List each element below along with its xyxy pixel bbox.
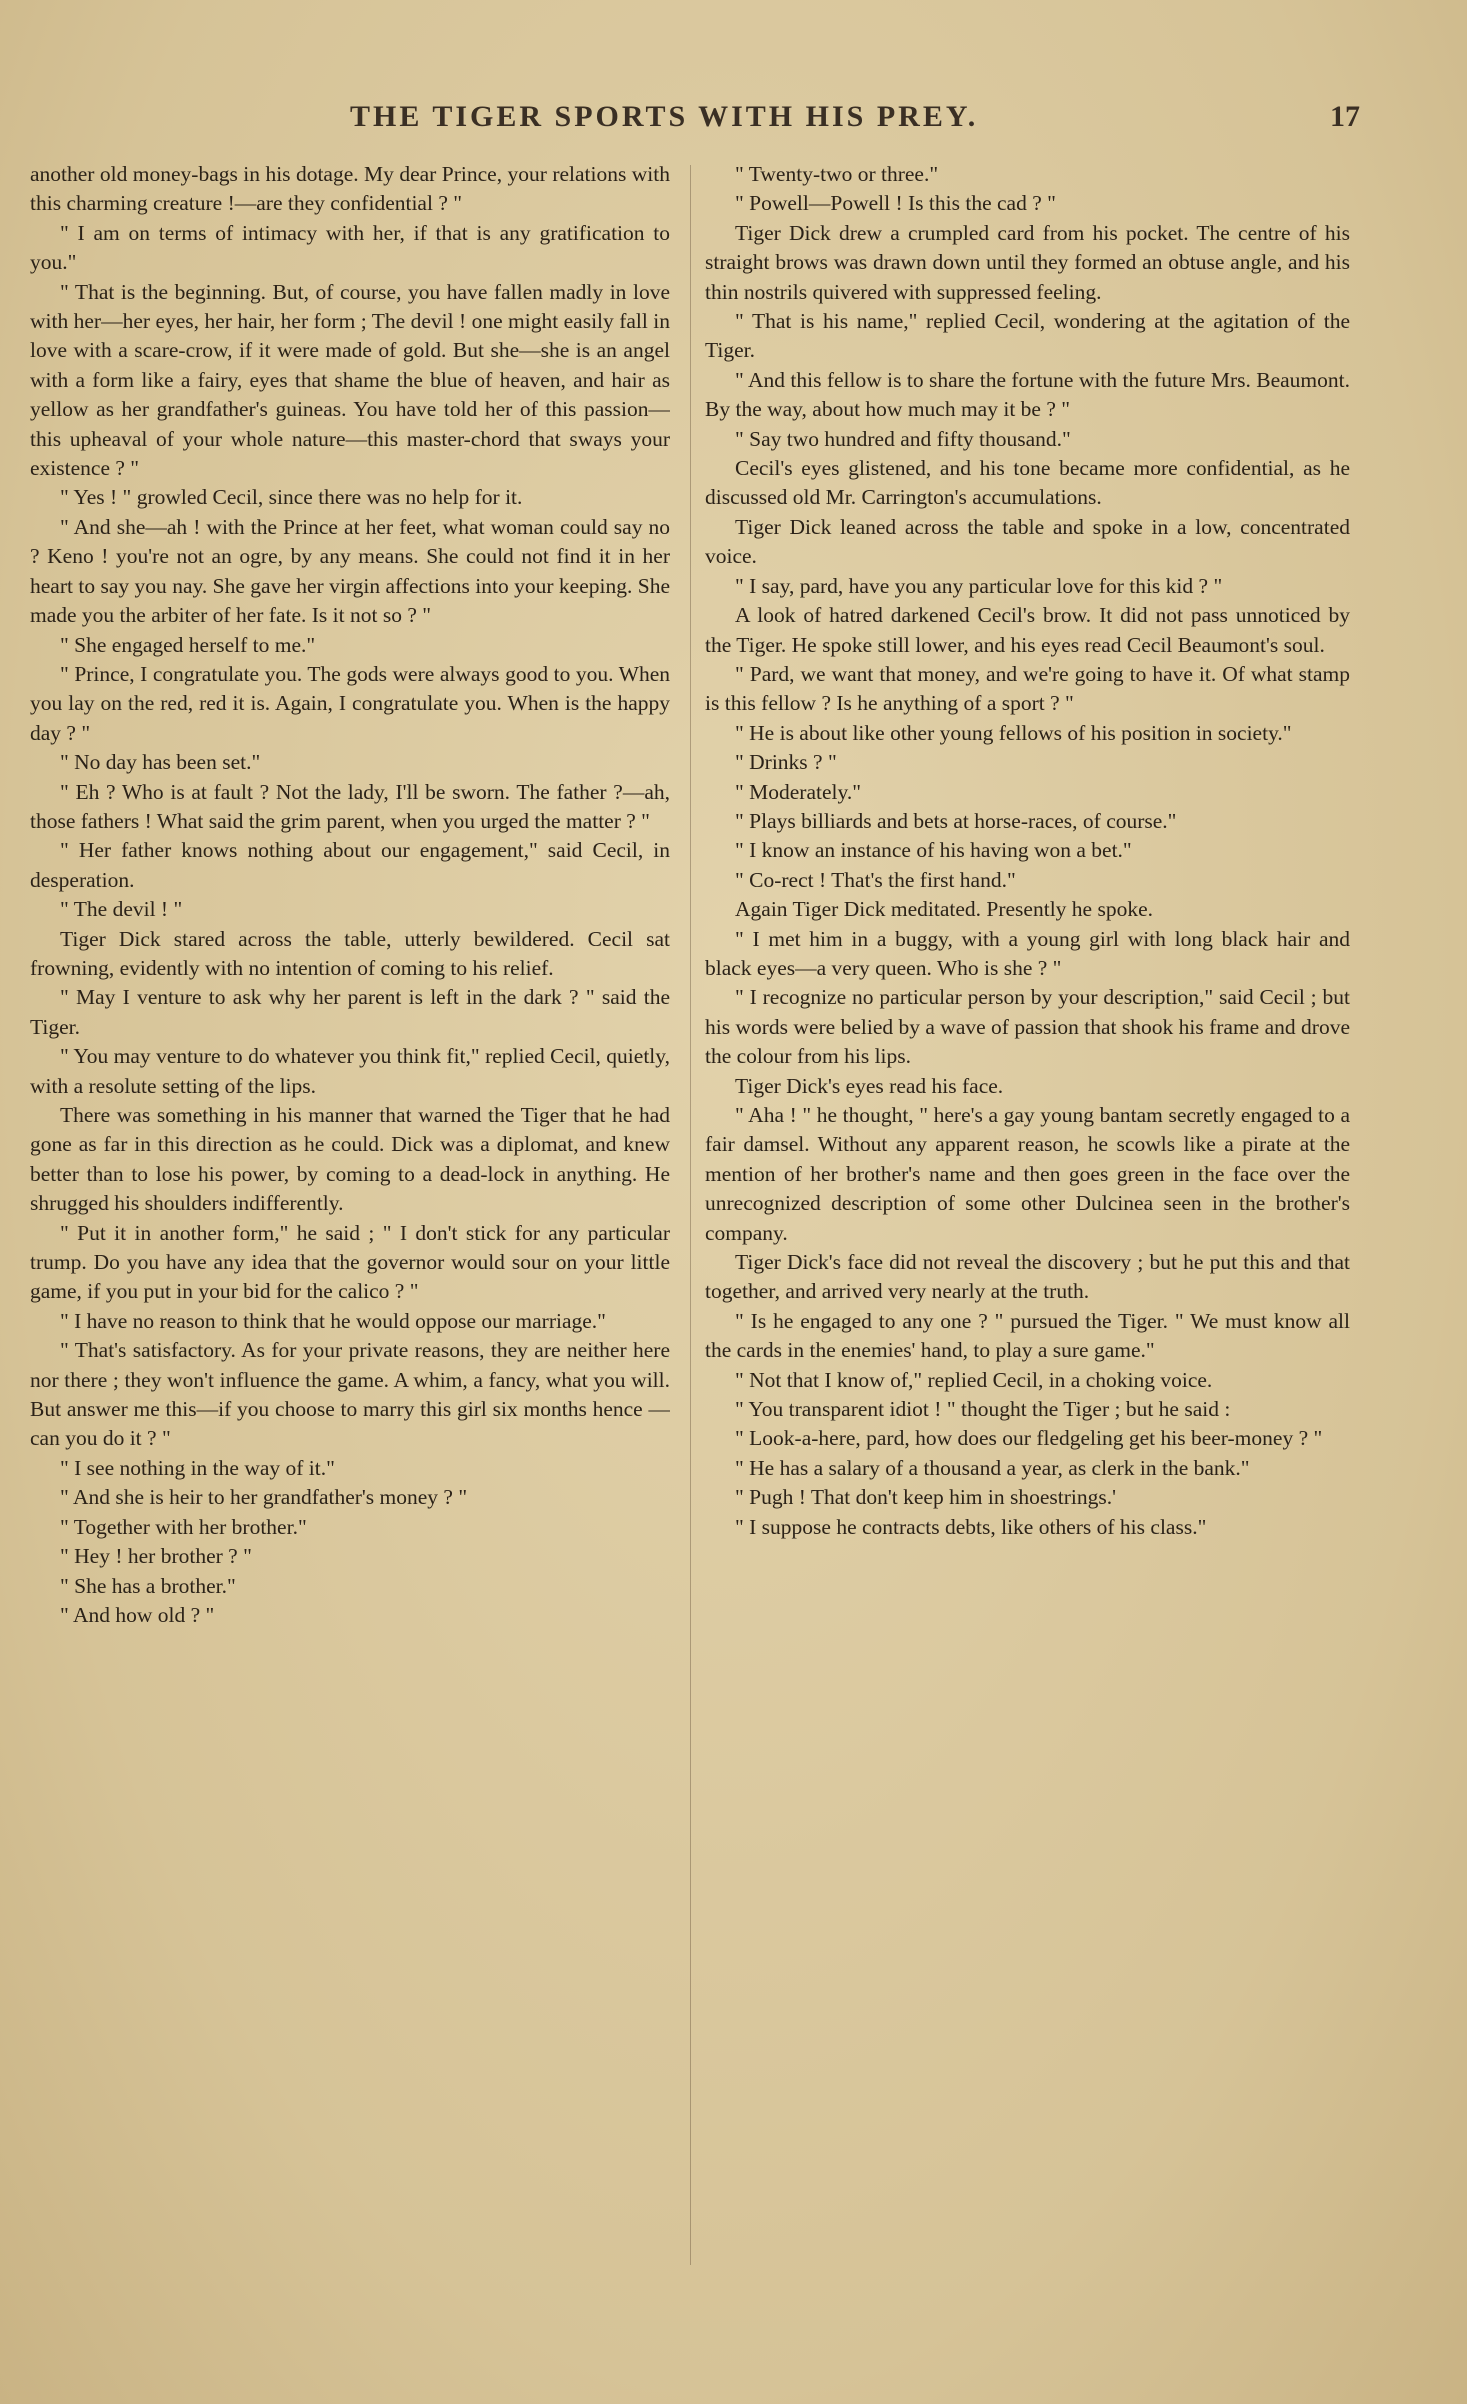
right-column bbox=[705, 160, 1350, 2310]
left-column bbox=[30, 160, 670, 2310]
paragraph: " May I venture to ask why her parent is left in the dark ? " said the Tiger. bbox=[30, 985, 670, 1039]
paragraph: A look of hatred darkened Cecil's brow. It did not pass unnoticed by the Tiger. He spoke still lower, and his eyes read Cecil Beaumont's soul. bbox=[705, 603, 1350, 657]
paragraph: " Plays billiards and bets at horse-races, of course." bbox=[735, 808, 1177, 833]
paragraph: " He has a salary of a thousand a year, as clerk in the bank." bbox=[735, 1455, 1250, 1480]
paragraph: Tiger Dick's face did not reveal the discovery ; but he put this and that together, and arrived very nearly at the truth. bbox=[705, 1250, 1350, 1304]
paragraph: Tiger Dick stared across the table, utterly bewildered. Cecil sat frowning, evidently with no intention of coming to his relief. bbox=[30, 926, 670, 980]
paragraph: " That is his name," replied Cecil, wondering at the agitation of the Tiger. bbox=[705, 309, 1350, 363]
paragraph: " Hey ! her brother ? " bbox=[60, 1544, 252, 1569]
paragraph: " I see nothing in the way of it." bbox=[60, 1455, 335, 1480]
paragraph: " Is he engaged to any one ? " pursued the Tiger. " We must know all the cards in the enemies' hand, to play a sure game." bbox=[705, 1308, 1350, 1363]
paragraph: " You may venture to do whatever you think fit," replied Cecil, quietly, with a resolute setting of the lips. bbox=[30, 1044, 670, 1098]
paragraph: " No day has been set." bbox=[60, 750, 261, 775]
paragraph: Tiger Dick drew a crumpled card from his pocket. The centre of his straight brows was drawn down until they formed an obtuse angle, and his thin nostrils quivered with suppressed feeling. bbox=[705, 220, 1350, 304]
paragraph: " Eh ? Who is at fault ? Not the lady, I'll be sworn. The father ?—ah, those fathers ! What said the grim parent, when you urged the matter ? " bbox=[30, 779, 670, 833]
paragraph: " I recognize no particular person by your description," said Cecil ; but his words were belied by a wave of passion that shook his frame and drove the colour from his lips. bbox=[705, 985, 1350, 1069]
paragraph: " I have no reason to think that he would oppose our marriage." bbox=[60, 1308, 606, 1333]
paragraph: " Yes ! " growled Cecil, since there was no help for it. bbox=[60, 485, 523, 510]
paragraph: " And this fellow is to share the fortune with the future Mrs. Beaumont. By the way, about how much may it be ? " bbox=[705, 367, 1350, 422]
paragraph: " Prince, I congratulate you. The gods were always good to you. When you lay on the red, red it is. Again, I congratulate you. When is the happy day ? " bbox=[30, 661, 670, 745]
paragraph: Tiger Dick leaned across the table and spoke in a low, concentrated voice. bbox=[705, 514, 1350, 569]
paragraph: " Say two hundred and fifty thousand." bbox=[735, 426, 1071, 451]
paragraph: " I am on terms of intimacy with her, if that is any gratification to you." bbox=[30, 220, 670, 275]
paragraph: " Co-rect ! That's the first hand." bbox=[735, 867, 1016, 892]
paragraph: " Put it in another form," he said ; " I don't stick for any particular trump. Do you have any idea that the governor would sour on your little game, if you put in your bid for the calico ? " bbox=[30, 1220, 670, 1304]
paragraph: " Look-a-here, pard, how does our fledgeling get his beer-money ? " bbox=[735, 1426, 1323, 1451]
paragraph: " Her father knows nothing about our engagement," said Cecil, in desperation. bbox=[30, 838, 670, 892]
column-divider bbox=[690, 165, 691, 2265]
paragraph: There was something in his manner that warned the Tiger that he had gone as far in this direction as he could. Dick was a diplomat, and knew better than to lose his power, by coming to a dead-lock in anything. He shrugged his shoulders indifferently. bbox=[30, 1103, 670, 1216]
paragraph: " The devil ! " bbox=[60, 897, 183, 922]
paragraph: " Twenty-two or three." bbox=[735, 162, 939, 186]
paragraph: " She engaged herself to me." bbox=[60, 632, 316, 657]
paragraph: Tiger Dick's eyes read his face. bbox=[735, 1073, 1004, 1098]
paragraph: " That's satisfactory. As for your private reasons, they are neither here nor there ; they won't influence the game. A whim, a fancy, what you will. But answer me this—if you choose to marry this girl six months hence —can you do it ? " bbox=[30, 1338, 670, 1451]
paragraph: " And she is heir to her grandfather's money ? " bbox=[60, 1485, 468, 1510]
running-title: THE TIGER SPORTS WITH HIS PREY. bbox=[350, 100, 979, 133]
paragraph: " Pugh ! That don't keep him in shoestrings.' bbox=[735, 1485, 1117, 1510]
paragraph: " You transparent idiot ! " thought the Tiger ; but he said : bbox=[735, 1397, 1231, 1422]
paragraph: " Aha ! " he thought, " here's a gay young bantam secretly engaged to a fair damsel. Without any apparent reason, he scowls like a pirate at the mention of her brother's name and then goes green in the face over the unrecognized description of some other Dulcinea seen in the brother's company. bbox=[705, 1103, 1350, 1245]
paragraph: " I say, pard, have you any particular love for this kid ? " bbox=[735, 573, 1223, 598]
paragraph: " He is about like other young fellows of his position in society." bbox=[735, 720, 1292, 745]
page-header bbox=[350, 100, 1360, 140]
paragraph: Again Tiger Dick meditated. Presently he spoke. bbox=[735, 897, 1153, 922]
paragraph: " Together with her brother." bbox=[60, 1514, 307, 1539]
paragraph: " And she—ah ! with the Prince at her feet, what woman could say no ? Keno ! you're not an ogre, by any means. She could not find it in her heart to say you nay. She gave her virgin affections into your keeping. She made you the arbiter of her fate. Is it not so ? " bbox=[30, 514, 670, 628]
paragraph: Cecil's eyes glistened, and his tone became more confidential, as he discussed old Mr. Carrington's accumulations. bbox=[705, 456, 1350, 510]
paragraph: " And how old ? " bbox=[60, 1602, 215, 1627]
paragraph: " That is the beginning. But, of course, you have fallen madly in love with her—her eyes, her hair, her form ; The devil ! one might easily fall in love with a scare-crow, if it were made of gold. But she—she is an angel with a form like a fairy, eyes that shame the blue of heaven, and hair as yellow as her grandfather's guineas. You have told her of this passion—this upheaval of your whole nature—this master-chord that sways your existence ? " bbox=[30, 279, 670, 481]
paragraph: " Moderately." bbox=[735, 779, 862, 804]
paragraph: " Pard, we want that money, and we're going to have it. Of what stamp is this fellow ? Is he anything of a sport ? " bbox=[705, 661, 1350, 716]
paragraph: " Drinks ? " bbox=[735, 750, 837, 775]
paragraph: another old money-bags in his dotage. My dear Prince, your relations with this charming creature !—are they confidential ? " bbox=[30, 162, 670, 216]
paragraph: " Not that I know of," replied Cecil, in a choking voice. bbox=[735, 1367, 1213, 1392]
paragraph: " She has a brother." bbox=[60, 1573, 236, 1598]
paragraph: " I suppose he contracts debts, like others of his class." bbox=[735, 1514, 1207, 1539]
paragraph: " I know an instance of his having won a bet." bbox=[735, 838, 1132, 863]
paragraph: " Powell—Powell ! Is this the cad ? " bbox=[735, 191, 1056, 216]
paragraph: " I met him in a buggy, with a young girl with long black hair and black eyes—a very queen. Who is she ? " bbox=[705, 926, 1350, 980]
page-number: 17 bbox=[1330, 100, 1360, 133]
